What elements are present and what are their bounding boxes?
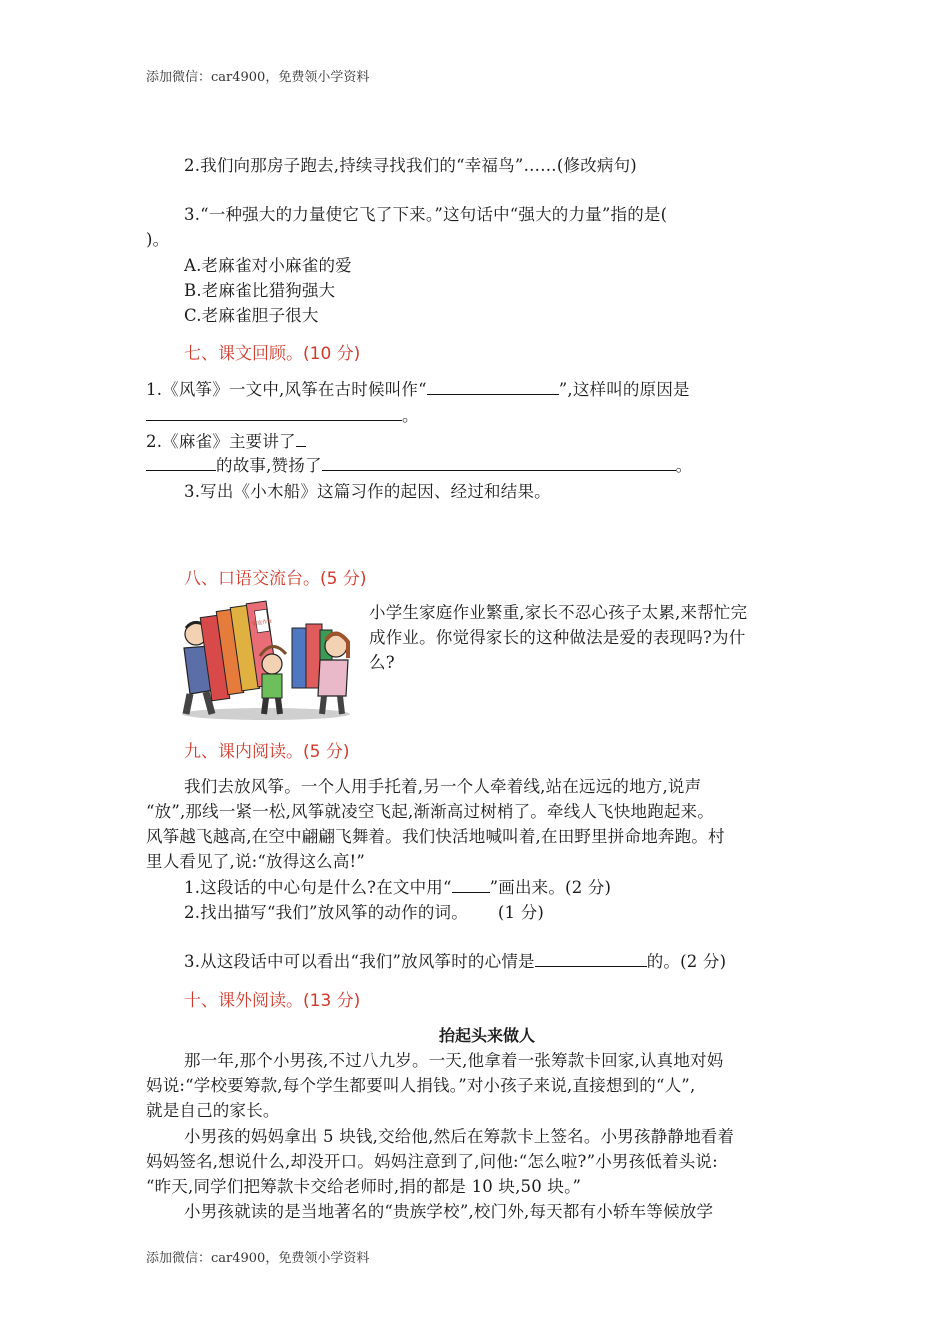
answer-blank[interactable] bbox=[322, 456, 676, 471]
story-p2-line2: 妈妈签名,想说什么,却没开口。妈妈注意到了,问他:“怎么啦?”小男孩低着头说: bbox=[146, 1152, 718, 1171]
part7-q1-text-b: ”,这样叫的原因是 bbox=[558, 380, 690, 399]
answer-blank[interactable] bbox=[146, 456, 216, 471]
part9-q2-text: 2.找出描写“我们”放风筝的动作的词。 bbox=[184, 903, 468, 922]
part9-question-2 bbox=[184, 899, 544, 923]
answer-blank[interactable] bbox=[535, 952, 647, 967]
part6-question-3-line1: 3.“一种强大的力量使它飞了下来。”这句话中“强大的力量”指的是( bbox=[184, 205, 668, 224]
footer-note: 添加微信：car4900，免费领小学资料 bbox=[146, 1251, 370, 1266]
book-label: 家庭作业 bbox=[251, 618, 273, 628]
part9-question-1 bbox=[184, 874, 611, 898]
part6-question-3-line2: )。 bbox=[146, 230, 170, 249]
part9-q1-text-b: ”画出来。(2 分) bbox=[489, 878, 612, 897]
section-title-part9: 九、课内阅读。(5 分) bbox=[184, 742, 350, 762]
part7-q2-text-b: 的故事,赞扬了 bbox=[216, 456, 322, 475]
part9-q1-text-a: 1.这段话的中心句是什么?在文中用“ bbox=[184, 878, 452, 897]
part7-question-1 bbox=[146, 376, 690, 400]
part9-passage-line4: 里人看见了,说:“放得这么高!” bbox=[146, 852, 366, 871]
part7-question-2 bbox=[146, 428, 306, 452]
answer-blank[interactable] bbox=[427, 380, 559, 395]
story-p1-line2: 妈说:“学校要筹款,每个学生都要叫人捐钱。”对小孩子来说,直接想到的“人”, bbox=[146, 1076, 696, 1095]
part7-question-3: 3.写出《小木船》这篇习作的起因、经过和结果。 bbox=[184, 482, 551, 501]
parents-carrying-homework-illustration bbox=[180, 598, 352, 722]
part7-q1-end: 。 bbox=[402, 406, 419, 425]
part6-option-c: C.老麻雀胆子很大 bbox=[184, 306, 319, 325]
story-p1-line1: 那一年,那个小男孩,不过八九岁。一天,他拿着一张筹款卡回家,认真地对妈 bbox=[184, 1051, 724, 1070]
section-title-part10: 十、课外阅读。(13 分) bbox=[184, 991, 361, 1011]
part6-option-a: A.老麻雀对小麻雀的爱 bbox=[184, 256, 352, 275]
header-note: 添加微信：car4900，免费领小学资料 bbox=[146, 70, 370, 85]
part7-q2-end: 。 bbox=[675, 456, 693, 475]
part9-passage-line1: 我们去放风筝。一个人用手托着,另一个人牵着线,站在远远的地方,说声 bbox=[184, 777, 702, 796]
story-p2-line1: 小男孩的妈妈拿出 5 块钱,交给他,然后在筹款卡上签名。小男孩静静地看着 bbox=[184, 1127, 735, 1146]
part9-passage-line3: 风筝越飞越高,在空中翩翩飞舞着。我们快活地喊叫着,在田野里拼命地奔跑。村 bbox=[146, 827, 725, 846]
part9-passage-line2: “放”,那线一紧一松,风筝就凌空飞起,渐渐高过树梢了。牵线人飞快地跑起来。 bbox=[146, 802, 715, 821]
story-p1-line3: 就是自己的家长。 bbox=[146, 1101, 280, 1120]
part9-q3-text-b: 的。(2 分) bbox=[646, 952, 727, 971]
section-title-part7: 七、课文回顾。(10 分) bbox=[184, 344, 361, 364]
section-title-part8: 八、口语交流台。(5 分) bbox=[184, 569, 367, 589]
part7-q1-text-a: 1.《风筝》一文中,风筝在古时候叫作“ bbox=[146, 380, 427, 399]
part9-q2-score: (1 分) bbox=[497, 903, 545, 922]
part7-question-1-line2 bbox=[146, 402, 419, 426]
story-title: 抬起头来做人 bbox=[439, 1026, 536, 1045]
part6-option-b: B.老麻雀比猎狗强大 bbox=[184, 281, 336, 300]
part8-prompt-line2: 成作业。你觉得家长的这种做法是爱的表现吗?为什 bbox=[369, 628, 746, 647]
answer-blank[interactable] bbox=[146, 406, 402, 421]
part6-question-2: 2.我们向那房子跑去,持续寻找我们的“幸福鸟”……(修改病句) bbox=[184, 156, 637, 175]
part7-question-2-line2 bbox=[146, 452, 692, 476]
answer-blank[interactable] bbox=[296, 432, 306, 447]
part9-question-3 bbox=[184, 948, 726, 972]
story-p2-line3: “昨天,同学们把筹款卡交给老师时,捐的都是 10 块,50 块。” bbox=[146, 1177, 582, 1196]
answer-blank[interactable] bbox=[452, 878, 490, 893]
part8-prompt-line1: 小学生家庭作业繁重,家长不忍心孩子太累,来帮忙完 bbox=[369, 603, 748, 622]
part8-prompt-line3: 么? bbox=[369, 653, 395, 672]
story-p3-line1: 小男孩就读的是当地著名的“贵族学校”,校门外,每天都有小轿车等候放学 bbox=[184, 1202, 714, 1221]
part7-q2-text-a: 2.《麻雀》主要讲了 bbox=[146, 432, 296, 451]
part9-q3-text-a: 3.从这段话中可以看出“我们”放风筝时的心情是 bbox=[184, 952, 535, 971]
